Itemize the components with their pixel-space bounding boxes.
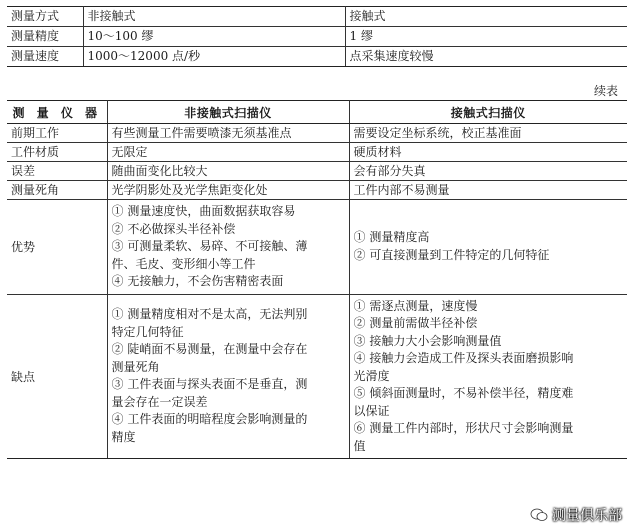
list-item: ③ 工件表面与探头表面不是垂直，测: [111, 377, 308, 392]
list-item: 件、毛皮、变形细小等工件: [111, 256, 256, 271]
contact-disadvantages: [349, 294, 627, 459]
non-contact-advantages: [107, 200, 349, 295]
row-label: 测量方式: [7, 7, 83, 27]
contact-advantages: [349, 200, 627, 295]
non-contact-cell: 光学阴影处及光学焦距变化处: [107, 181, 349, 200]
list-item: ② 不必做探头半径补偿: [111, 221, 236, 236]
list-item: ⑥ 测量工件内部时，形状尺寸会影响测量: [353, 421, 574, 435]
table-row: [7, 181, 627, 200]
list-item: ① 测量精度高: [353, 230, 430, 245]
list-item: 以保证: [353, 403, 390, 418]
contact-cell: 点采集速度较慢: [345, 47, 627, 67]
non-contact-cell: 1000～12000 点/秒: [83, 47, 345, 67]
list-item: ③ 可测量柔软、易碎、不可接触、薄: [111, 239, 308, 253]
list-item: 值: [353, 438, 366, 453]
list-item: 光滑度: [353, 368, 390, 383]
contact-cell: 会有部分失真: [349, 162, 627, 181]
contact-cell: 工件内部不易测量: [349, 181, 627, 200]
list-item: ② 陡峭面不易测量，在测量中会存在: [111, 342, 308, 357]
contact-cell: 需要设定坐标系统，校正基准面: [349, 124, 627, 143]
table-row: [7, 162, 627, 181]
non-contact-cell: 10～100 缪: [83, 27, 345, 47]
table-header-row: [7, 101, 627, 124]
list-item: 特定几何特征: [111, 324, 184, 339]
advantages-row: [7, 200, 627, 295]
contact-cell: 接触式: [345, 7, 627, 27]
list-item: ② 测量前需做半径补偿: [353, 316, 478, 330]
row-label: 缺点: [7, 294, 107, 459]
list-item: 测量死角: [111, 359, 160, 374]
row-label: 测量精度: [7, 27, 83, 47]
list-item: ① 测量精度相对不是太高，无法判别: [111, 307, 308, 322]
row-label: 测量速度: [7, 47, 83, 67]
table-row: [7, 47, 627, 67]
list-item: ⑤ 倾斜面测量时，不易补偿半径，精度难: [353, 386, 574, 400]
list-item: ④ 接触力会造成工件及探头表面磨损影响: [353, 351, 574, 365]
list-item: ④ 无接触力，不会伤害精密表面: [111, 274, 284, 288]
table-row: [7, 124, 627, 143]
top-comparison-table: [7, 6, 627, 67]
list-item: ① 测量速度快，曲面数据获取容易: [111, 204, 296, 218]
list-item: ② 可直接测量到工件特定的几何特征: [353, 247, 550, 262]
continued-label: 续表: [593, 84, 618, 98]
list-item: 精度: [111, 429, 136, 444]
row-label: 误差: [7, 162, 107, 181]
header-instrument: 测 量 仪 器: [7, 101, 107, 124]
non-contact-disadvantages: [107, 294, 349, 459]
row-label: 前期工作: [7, 124, 107, 143]
scanner-comparison-table: [7, 100, 627, 459]
non-contact-cell: 随曲面变化比较大: [107, 162, 349, 181]
contact-cell: 1 缪: [345, 27, 627, 47]
header-contact: 接触式扫描仪: [349, 101, 627, 124]
row-label: 测量死角: [7, 181, 107, 200]
list-item: ① 需逐点测量，速度慢: [353, 298, 478, 313]
list-item: 量会存在一定误差: [111, 394, 208, 409]
table-row: [7, 27, 627, 47]
list-item: ③ 接触力大小会影响测量值: [353, 333, 502, 348]
table-row: [7, 143, 627, 162]
non-contact-cell: 非接触式: [83, 7, 345, 27]
header-non-contact: 非接触式扫描仪: [107, 101, 349, 124]
list-item: ④ 工件表面的明暗程度会影响测量的: [111, 412, 308, 427]
chat-bubble-icon: [530, 508, 548, 522]
watermark: [530, 505, 622, 525]
non-contact-cell: 无限定: [107, 143, 349, 162]
row-label: 工件材质: [7, 143, 107, 162]
watermark-text: 测量俱乐部: [552, 508, 622, 524]
non-contact-cell: 有些测量工件需要喷漆无须基准点: [107, 124, 349, 143]
disadvantages-row: [7, 294, 627, 459]
contact-cell: 硬质材料: [349, 143, 627, 162]
table-row: [7, 7, 627, 27]
row-label: 优势: [7, 200, 107, 295]
